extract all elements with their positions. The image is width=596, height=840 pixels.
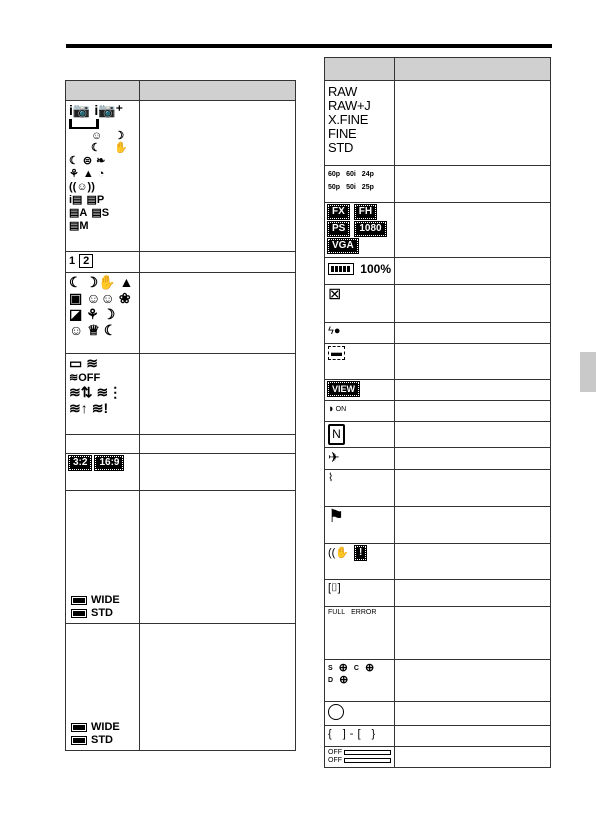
zoom-c-label: C (353, 664, 359, 672)
wind-noise-icon: ⚑ (328, 506, 345, 526)
icon-cell (325, 660, 395, 702)
icon-cell (325, 344, 395, 380)
handheld-twilight-icon: ☽✋ (85, 274, 116, 290)
framerate-25p: 25p (361, 184, 374, 191)
desc-cell (395, 507, 551, 544)
wifi-off-icon: ≋OFF (69, 372, 101, 384)
icon-cell (66, 252, 140, 273)
table-row (325, 580, 551, 607)
framerate-50p: 50p (328, 184, 341, 191)
format-ps: PS (328, 222, 349, 236)
audio-level-ch2-label: OFF (328, 757, 342, 764)
icon-cell (325, 544, 395, 580)
superior-auto-icon: i📷⁺ (94, 102, 124, 118)
wifi-icon: ≋ (86, 355, 98, 371)
table-header (66, 81, 296, 101)
desc-cell (395, 448, 551, 470)
chapter-tab (580, 352, 596, 392)
table-header (325, 58, 551, 81)
desc-cell (395, 660, 551, 702)
header-desc-col (395, 58, 551, 81)
zoom-icon: ⊕ (339, 674, 349, 686)
af-illuminator-on-label: ON (335, 405, 347, 413)
header-desc-col (140, 81, 296, 101)
handheld-twilight-icon: ☽✋ (114, 130, 129, 154)
table-row (325, 81, 551, 166)
icon-cell (325, 470, 395, 507)
view-label: VIEW (328, 382, 359, 396)
landscape-icon: ▲ (119, 274, 134, 290)
table-row (325, 726, 551, 747)
night-portrait-icon: ☽ (102, 306, 116, 322)
table-row (325, 380, 551, 401)
format-1080: 1080 (355, 222, 385, 236)
icon-cell (325, 422, 395, 448)
table-row (66, 435, 296, 454)
desc-cell (395, 401, 551, 422)
icon-cell (325, 702, 395, 726)
table-row (325, 203, 551, 258)
zoom-icon: ⊕ (338, 662, 348, 674)
icon-cell (66, 354, 140, 435)
af-area-brackets-icon: { ]-[ } (328, 728, 380, 740)
table-row (325, 422, 551, 448)
table-row (325, 507, 551, 544)
table-row (325, 344, 551, 380)
desc-cell (395, 81, 551, 166)
header-icon-col (66, 81, 140, 101)
panorama-wide-icon (71, 723, 87, 732)
quality-raw-jpeg: RAW+J (328, 98, 371, 113)
format-fh: FH (355, 205, 376, 219)
icon-cell (325, 285, 395, 323)
portrait-shake-icon: ((☺)) (69, 181, 95, 193)
left-icon-table (65, 80, 296, 751)
db-icon: [⌷] (328, 582, 341, 594)
table-row (325, 747, 551, 768)
backlight-portrait-icon: ▣ (69, 290, 83, 306)
tripod-icon: ⊜ (82, 155, 93, 167)
desc-cell (395, 323, 551, 344)
desc-cell (395, 607, 551, 660)
desc-cell (140, 491, 296, 624)
right-icon-table (324, 57, 551, 768)
desc-cell (395, 166, 551, 203)
night-scene-icon: ☾ (69, 155, 79, 167)
battery-percent: 100% (360, 262, 391, 276)
desc-cell (395, 470, 551, 507)
quality-fine: FINE (328, 126, 357, 141)
framerate-60p: 60p (328, 171, 341, 178)
db-full-label: FULL (328, 609, 346, 616)
audio-level-bar (344, 750, 391, 755)
desc-cell (140, 435, 296, 454)
icon-cell (325, 81, 395, 166)
framerate-50i: 50i (346, 184, 356, 191)
table-row (66, 101, 296, 252)
landscape-icon: ▲ (82, 168, 94, 180)
table-row (325, 258, 551, 285)
quality-xfine: X.FINE (328, 112, 369, 127)
icon-cell (66, 273, 140, 354)
icon-cell (325, 448, 395, 470)
macro-icon: ⚘ (86, 306, 99, 322)
table-row (325, 166, 551, 203)
icon-cell (325, 258, 395, 285)
af-illuminator-icon: ◗ (328, 403, 335, 415)
quality-raw: RAW (328, 84, 357, 99)
desc-cell (395, 203, 551, 258)
icon-cell (66, 435, 140, 454)
table-row (66, 491, 296, 624)
backlight-icon: ❧ (96, 155, 106, 167)
desc-cell (140, 454, 296, 491)
table-row (325, 401, 551, 422)
desc-cell (395, 747, 551, 768)
table-row (66, 624, 296, 751)
icon-cell (325, 203, 395, 258)
table-row (325, 323, 551, 344)
table-row (66, 454, 296, 491)
no-card-icon: ▭ (69, 355, 83, 371)
desc-cell (395, 344, 551, 380)
desc-cell (395, 285, 551, 323)
icon-cell (325, 380, 395, 401)
table-row (325, 607, 551, 660)
tripod-icon: ♕ (87, 322, 100, 338)
airplane-icon: ✈ (328, 449, 340, 465)
desc-cell (395, 702, 551, 726)
panorama-wide-label: WIDE (91, 594, 120, 606)
mic-off-icon: ⌇ (328, 472, 334, 484)
icon-cell (325, 580, 395, 607)
warning-icon: ! (355, 546, 366, 560)
battery-icon (328, 263, 354, 275)
low-light-icon: ◪ (69, 306, 83, 322)
table-row (325, 285, 551, 323)
table-row (66, 252, 296, 273)
spot-meter-circle-icon (328, 704, 344, 720)
memory-1-icon: 1 (69, 255, 76, 267)
header-rule (66, 44, 552, 48)
baby-icon: ☾ (103, 322, 117, 338)
audio-level-ch1-label: OFF (328, 749, 342, 756)
icon-cell (325, 507, 395, 544)
wifi-upload-icon: ≋↑ (69, 400, 88, 416)
panorama-std-label: STD (91, 734, 113, 746)
panorama-std-icon (71, 609, 87, 618)
desc-cell (140, 624, 296, 751)
db-error-label: ERROR (351, 609, 377, 616)
movie-ia-icon: i▤ (69, 194, 83, 206)
icon-cell (66, 101, 140, 252)
icon-cell (325, 166, 395, 203)
desc-cell (395, 258, 551, 285)
aspect-3-2-icon: 3:2 (69, 456, 91, 470)
table-row (66, 273, 296, 354)
macro-icon: ⚘ (69, 168, 79, 180)
zoom-s-label: S (328, 664, 333, 672)
zoom-icon: ⊕ (364, 662, 375, 674)
panorama-wide-icon (71, 596, 87, 605)
movie-s-icon: ▤S (91, 207, 110, 219)
spotlight-icon: ❀ (118, 290, 131, 306)
table-row (66, 354, 296, 435)
desc-cell (395, 422, 551, 448)
desc-cell (140, 354, 296, 435)
desc-cell (140, 252, 296, 273)
framerate-60i: 60i (346, 171, 356, 178)
quality-std: STD (328, 140, 354, 155)
portrait-face-icon: ☺ (69, 322, 84, 338)
icon-cell (66, 624, 140, 751)
panorama-std-label: STD (91, 607, 113, 619)
framerate-24p: 24p (361, 171, 374, 178)
sweep-panorama-icon (69, 119, 99, 129)
sunset-icon: ◔ (97, 168, 105, 180)
movie-p-icon: ▤P (86, 194, 105, 206)
table-row (325, 470, 551, 507)
desc-cell (395, 544, 551, 580)
icon-cell (325, 747, 395, 768)
night-portrait-icon: ☺☾ (91, 130, 103, 154)
focus-frame-icon: ▬ (328, 346, 345, 360)
portrait-icon: ☺☺ (86, 290, 115, 306)
icon-cell (66, 454, 140, 491)
icon-cell (325, 607, 395, 660)
table-row (325, 448, 551, 470)
memory-2-icon: 2 (79, 254, 93, 268)
desc-cell (140, 273, 296, 354)
format-fx: FX (328, 205, 349, 219)
wifi-error-icon: ≋! (91, 400, 109, 416)
icon-cell (325, 323, 395, 344)
battery-warning-icon: ⊠ (328, 286, 342, 303)
header-icon-col (325, 58, 395, 81)
icon-cell (325, 401, 395, 422)
icon-cell (66, 491, 140, 624)
panorama-wide-label: WIDE (91, 721, 120, 733)
icon-cell (325, 726, 395, 747)
movie-a-icon: ▤A (69, 207, 88, 219)
zoom-d-label: D (328, 676, 334, 684)
table-row (325, 702, 551, 726)
desc-cell (140, 101, 296, 252)
panorama-std-icon (71, 736, 87, 745)
aspect-16-9-icon: 16:9 (95, 456, 123, 470)
movie-m-icon: ▤M (69, 220, 89, 232)
nfc-icon: N (328, 424, 345, 445)
table-row (325, 544, 551, 580)
audio-level-bar (344, 758, 391, 763)
wifi-pending-icon: ≋⋮ (96, 384, 123, 400)
table-row (325, 660, 551, 702)
intelligent-auto-icon: i📷 (69, 102, 91, 118)
steadyshot-icon: ((✋ (328, 547, 350, 559)
desc-cell (395, 580, 551, 607)
night-scene-icon: ☾ (69, 274, 82, 290)
desc-cell (395, 380, 551, 401)
format-vga: VGA (328, 239, 358, 253)
desc-cell (395, 726, 551, 747)
wifi-transfer-icon: ≋⇅ (69, 384, 93, 400)
flash-charging-icon: ϟ● (328, 325, 341, 337)
